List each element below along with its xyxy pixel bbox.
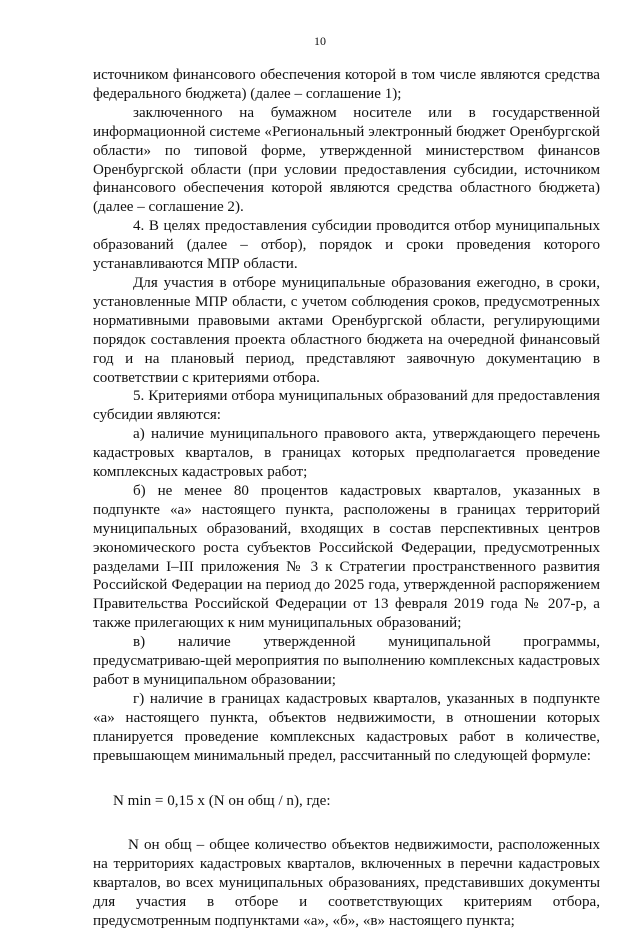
paragraph-item-4: 4. В целях предоставления субсидии проводится отбор муниципальных образований (далее – отбор), порядок и сроки проведения которого устанавливаются МПР области. [93,218,600,273]
paragraph-agreement-2: заключенного на бумажном носителе или в государственной информационной системе «Региональный электронный бюджет Оренбургской области» по типовой форме, утвержденной министерством финансов Оренбургской области (при условии предоставления субсидии, источником финансового обеспечения которой являются средства областного бюджета) (далее – соглашение 2). [93,104,600,216]
page-number: 10 [314,34,326,48]
paragraph-criterion-b: б) не менее 80 процентов кадастровых кварталов, указанных в подпункте «а» настоящего пункта, расположены в границах территорий муниципальных образований, входящих в состав перспективных центров экономического роста субъектов Российской Федерации, предусмотренных разделами I–III приложения № 3 к Стратегии пространственного развития Российской Федерации на период до 2025 года, утвержденной распоряжением Правительства Российской Федерации от 13 февраля 2019 года № 207-р, а также прилегающих к ним муниципальных образований; [93,482,600,632]
paragraph-participation: Для участия в отборе муниципальные образования ежегодно, в сроки, установленные МПР области, с учетом соблюдения сроков, предусмотренных нормативными правовыми актами Оренбургской области, регулирующими порядок составления проекта областного бюджета на очередной финансовый год и на плановый период, представляют заявочную документацию в соответствии с критериями отбора. [93,274,600,386]
paragraph-item-5: 5. Критериями отбора муниципальных образований для предоставления субсидии являются: [93,388,600,424]
paragraph-criterion-a: а) наличие муниципального правового акта, утверждающего перечень кадастровых кварталов, в границах которых предполагается проведение комплексных кадастровых работ; [93,426,600,481]
paragraph-continuation: источником финансового обеспечения которой в том числе являются средства федерального бюджета) (далее – соглашение 1); [93,67,600,102]
paragraph-criterion-v: в) наличие утвержденной муниципальной программы, предусматриваю-щей мероприятия по выполнению комплексных кадастровых работ в муниципальном образовании; [93,634,600,688]
paragraph-criterion-g: г) наличие в границах кадастровых кварталов, указанных в подпункте «а» настоящего пункта, объектов недвижимости, в отношении которых планируется проведение комплексных кадастровых работ в количестве, превышающем минимальный предел, рассчитанный по следующей формуле: [93,690,600,764]
formula: N min = 0,15 x (N он общ / n), где: [113,792,331,809]
paragraph-formula-definition: N он общ – общее количество объектов недвижимости, расположенных на территориях кадастровых кварталов, включенных в перечни кадастровых кварталов, во всех муниципальных образованиях, представивших документы для участия в отборе и соответствующих критериям отбора, предусмотренным подпунктами «а», «б», «в» настоящего пункта; [93,837,600,930]
document-body [93,66,600,931]
